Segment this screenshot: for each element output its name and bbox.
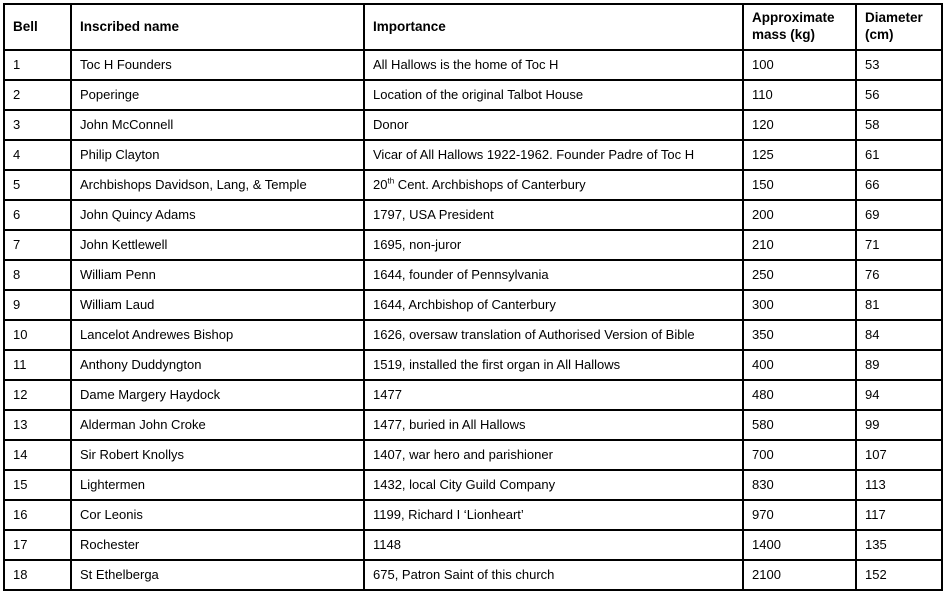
- cell-diameter: 89: [856, 350, 942, 380]
- table-row: [4, 500, 942, 530]
- cell-importance: 1797, USA President: [364, 200, 743, 230]
- table-row: [4, 170, 942, 200]
- cell-name: Dame Margery Haydock: [71, 380, 364, 410]
- table-row: [4, 110, 942, 140]
- cell-name: John McConnell: [71, 110, 364, 140]
- table-row: [4, 50, 942, 80]
- cell-bell: 1: [4, 50, 71, 80]
- cell-diameter: 135: [856, 530, 942, 560]
- cell-bell: 11: [4, 350, 71, 380]
- cell-mass: 830: [743, 470, 856, 500]
- cell-importance: Location of the original Talbot House: [364, 80, 743, 110]
- table-row: [4, 320, 942, 350]
- cell-bell: 18: [4, 560, 71, 590]
- cell-name: Toc H Founders: [71, 50, 364, 80]
- cell-bell: 13: [4, 410, 71, 440]
- cell-mass: 300: [743, 290, 856, 320]
- cell-diameter: 66: [856, 170, 942, 200]
- table-row: [4, 530, 942, 560]
- cell-mass: 200: [743, 200, 856, 230]
- table-header: [4, 4, 942, 50]
- cell-bell: 10: [4, 320, 71, 350]
- table-row: [4, 80, 942, 110]
- cell-bell: 7: [4, 230, 71, 260]
- cell-mass: 120: [743, 110, 856, 140]
- header-cell-name: Inscribed name: [71, 4, 364, 50]
- cell-importance: 1407, war hero and parishioner: [364, 440, 743, 470]
- cell-mass: 1400: [743, 530, 856, 560]
- cell-diameter: 107: [856, 440, 942, 470]
- table-row: [4, 380, 942, 410]
- cell-importance: 20th Cent. Archbishops of Canterbury: [364, 170, 743, 200]
- cell-diameter: 53: [856, 50, 942, 80]
- table-row: [4, 560, 942, 590]
- cell-name: Philip Clayton: [71, 140, 364, 170]
- cell-importance: 1644, Archbishop of Canterbury: [364, 290, 743, 320]
- cell-name: Sir Robert Knollys: [71, 440, 364, 470]
- cell-name: William Penn: [71, 260, 364, 290]
- bells-table: [3, 3, 943, 591]
- cell-importance: 1432, local City Guild Company: [364, 470, 743, 500]
- cell-bell: 9: [4, 290, 71, 320]
- cell-name: Poperinge: [71, 80, 364, 110]
- table-row: [4, 140, 942, 170]
- cell-bell: 3: [4, 110, 71, 140]
- cell-importance: 1199, Richard I ‘Lionheart’: [364, 500, 743, 530]
- cell-mass: 350: [743, 320, 856, 350]
- cell-mass: 100: [743, 50, 856, 80]
- cell-bell: 4: [4, 140, 71, 170]
- header-cell-diameter: Diameter (cm): [856, 4, 942, 50]
- cell-diameter: 99: [856, 410, 942, 440]
- cell-mass: 125: [743, 140, 856, 170]
- table-row: [4, 410, 942, 440]
- table-row: [4, 290, 942, 320]
- cell-diameter: 81: [856, 290, 942, 320]
- cell-bell: 5: [4, 170, 71, 200]
- cell-mass: 150: [743, 170, 856, 200]
- cell-mass: 580: [743, 410, 856, 440]
- cell-diameter: 117: [856, 500, 942, 530]
- cell-mass: 400: [743, 350, 856, 380]
- cell-diameter: 76: [856, 260, 942, 290]
- table-row: [4, 440, 942, 470]
- cell-name: Rochester: [71, 530, 364, 560]
- cell-name: Anthony Duddyngton: [71, 350, 364, 380]
- cell-importance: All Hallows is the home of Toc H: [364, 50, 743, 80]
- table-row: [4, 350, 942, 380]
- cell-bell: 16: [4, 500, 71, 530]
- cell-bell: 12: [4, 380, 71, 410]
- cell-diameter: 58: [856, 110, 942, 140]
- cell-name: St Ethelberga: [71, 560, 364, 590]
- cell-importance: 1477, buried in All Hallows: [364, 410, 743, 440]
- cell-bell: 6: [4, 200, 71, 230]
- cell-name: Lancelot Andrewes Bishop: [71, 320, 364, 350]
- cell-importance: 1148: [364, 530, 743, 560]
- cell-importance: 1695, non-juror: [364, 230, 743, 260]
- cell-mass: 210: [743, 230, 856, 260]
- cell-mass: 480: [743, 380, 856, 410]
- cell-diameter: 94: [856, 380, 942, 410]
- cell-name: John Quincy Adams: [71, 200, 364, 230]
- cell-diameter: 56: [856, 80, 942, 110]
- cell-diameter: 69: [856, 200, 942, 230]
- header-cell-importance: Importance: [364, 4, 743, 50]
- cell-name: William Laud: [71, 290, 364, 320]
- cell-diameter: 113: [856, 470, 942, 500]
- cell-bell: 8: [4, 260, 71, 290]
- cell-diameter: 61: [856, 140, 942, 170]
- cell-diameter: 71: [856, 230, 942, 260]
- cell-name: Cor Leonis: [71, 500, 364, 530]
- cell-mass: 110: [743, 80, 856, 110]
- header-cell-mass: Approximate mass (kg): [743, 4, 856, 50]
- table-body: [4, 50, 942, 590]
- header-cell-bell: Bell: [4, 4, 71, 50]
- cell-importance: 675, Patron Saint of this church: [364, 560, 743, 590]
- cell-importance: Donor: [364, 110, 743, 140]
- cell-mass: 250: [743, 260, 856, 290]
- cell-importance: 1644, founder of Pennsylvania: [364, 260, 743, 290]
- cell-name: John Kettlewell: [71, 230, 364, 260]
- table-row: [4, 230, 942, 260]
- cell-importance: Vicar of All Hallows 1922-1962. Founder Padre of Toc H: [364, 140, 743, 170]
- cell-importance: 1477: [364, 380, 743, 410]
- cell-mass: 2100: [743, 560, 856, 590]
- cell-bell: 2: [4, 80, 71, 110]
- cell-mass: 970: [743, 500, 856, 530]
- table-row: [4, 260, 942, 290]
- cell-diameter: 152: [856, 560, 942, 590]
- cell-bell: 17: [4, 530, 71, 560]
- cell-name: Alderman John Croke: [71, 410, 364, 440]
- cell-name: Lightermen: [71, 470, 364, 500]
- cell-bell: 14: [4, 440, 71, 470]
- cell-diameter: 84: [856, 320, 942, 350]
- cell-name: Archbishops Davidson, Lang, & Temple: [71, 170, 364, 200]
- header-row: [4, 4, 942, 50]
- table-row: [4, 200, 942, 230]
- cell-importance: 1626, oversaw translation of Authorised Version of Bible: [364, 320, 743, 350]
- cell-mass: 700: [743, 440, 856, 470]
- table-row: [4, 470, 942, 500]
- cell-importance: 1519, installed the first organ in All Hallows: [364, 350, 743, 380]
- cell-bell: 15: [4, 470, 71, 500]
